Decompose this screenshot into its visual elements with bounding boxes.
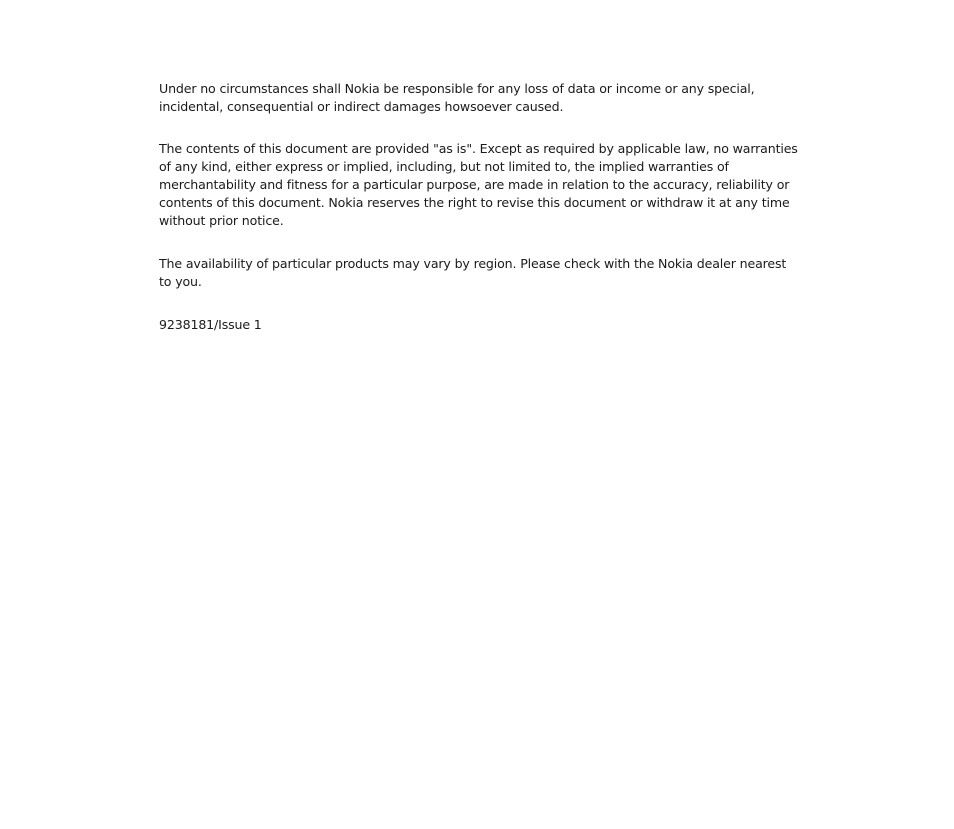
issue-number: 9238181/Issue 1 [159, 317, 262, 332]
availability-paragraph: The availability of particular products may vary by region. Please check with the Nokia dealer nearest to you. [159, 256, 787, 289]
liability-paragraph: Under no circumstances shall Nokia be responsible for any loss of data or income or any special, incidental, consequential or indirect damages howsoever caused. [159, 81, 755, 114]
warranty-paragraph: The contents of this document are provided "as is". Except as required by applicable law, no warranties of any kind, either express or implied, including, but not limited to, the implied warranties of merchantability and fitness for a particular purpose, are made in relation to the accuracy, reliability or contents of this document. Nokia reserves the right to revise this document or withdraw it at any time without prior notice. [159, 141, 798, 228]
document-body [159, 80, 799, 334]
